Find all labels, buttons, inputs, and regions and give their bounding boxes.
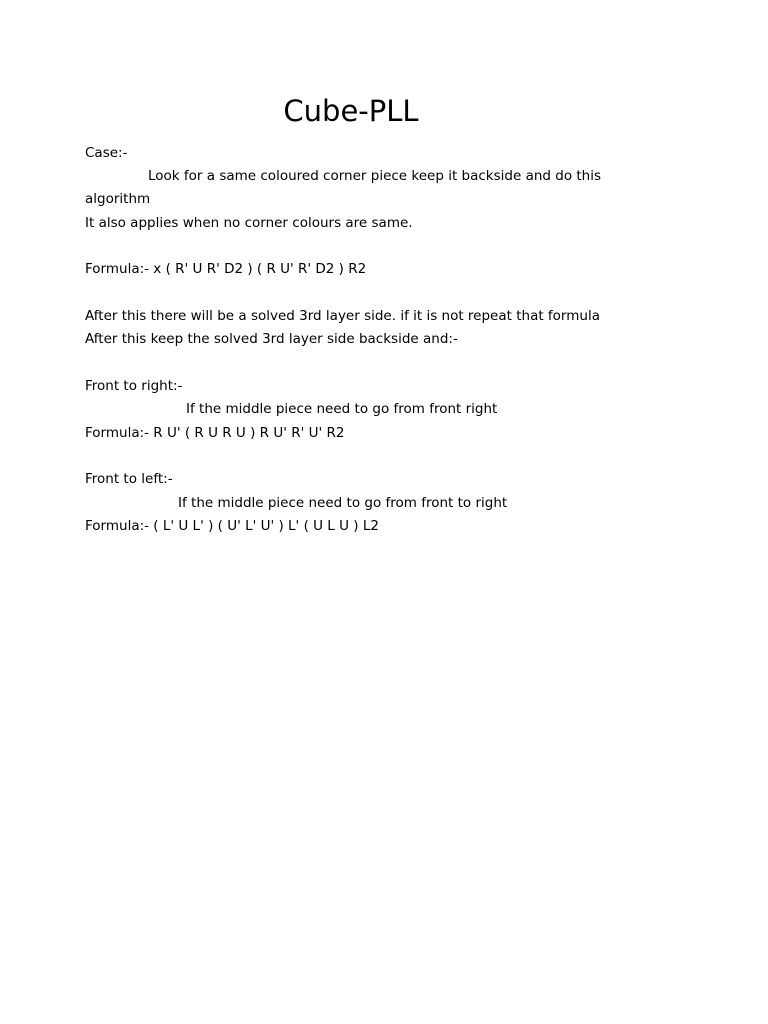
front-to-right-formula: Formula:- R U' ( R U R U ) R U' R' U' R2 — [85, 425, 345, 441]
page-title: Cube-PLL — [283, 94, 419, 128]
front-to-left-description: If the middle piece need to go from front to right — [178, 495, 508, 511]
front-to-right-heading: Front to right:- — [85, 378, 183, 394]
front-to-left-heading: Front to left:- — [85, 471, 173, 487]
case-label: Case:- — [85, 145, 128, 161]
case-description-line-3: It also applies when no corner colours are same. — [85, 215, 413, 231]
case-description-line-2: algorithm — [85, 191, 151, 207]
after-note-1: After this there will be a solved 3rd layer side. if it is not repeat that formula — [85, 308, 600, 324]
front-to-right-description: If the middle piece need to go from front right — [186, 401, 498, 417]
front-to-left-formula: Formula:- ( L' U L' ) ( U' L' U' ) L' ( U L U ) L2 — [85, 518, 379, 534]
case-description-line-1: Look for a same coloured corner piece keep it backside and do this — [148, 168, 602, 184]
after-note-2: After this keep the solved 3rd layer side backside and:- — [85, 331, 458, 347]
main-formula: Formula:- x ( R' U R' D2 ) ( R U' R' D2 ) R2 — [85, 261, 367, 277]
